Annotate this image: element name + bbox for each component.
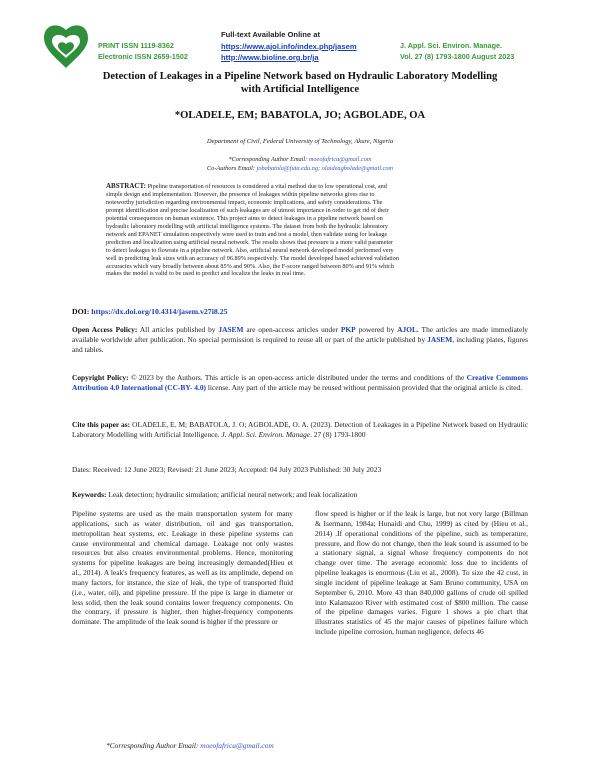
paper-title [40,71,560,96]
copyright-policy [72,373,528,393]
journal-name: J. Appl. Sci. Environ. Manage. [400,41,502,50]
abstract-line: simple design and implementation. However, the presence of leakages within pipeline networks gives rise to [106,190,375,198]
doi-link[interactable]: https://dx.doi.org/10.4314/jasem.v27i8.25 [91,307,228,316]
cite-label: Cite this paper as: [72,420,131,429]
corr-label: *Corresponding Author Email: [228,156,309,163]
open-access-text: All articles published by [137,325,219,334]
title-line-1: Detection of Leakages in a Pipeline Network based on Hydraulic Laboratory Modelling [102,71,498,82]
abstract-line: prompt identification and precise localization of such leakages are of utmost importance in order to get rid of their [106,206,389,214]
title-line-2: with Artificial Intelligence [240,83,360,95]
keywords-line [72,490,528,500]
fulltext-block [221,29,357,64]
abstract-line: noteworthy jurisdiction regarding environmental impact, economic implications, and safety considerations. The [106,198,383,206]
open-access-text: powered by [355,325,398,334]
open-access-policy [72,325,528,354]
abstract-label: ABSTRACT: [106,182,146,190]
body-column-left: Pipeline systems are used as the main transportation system for many applications, such as water distribution, oil and gas transportation, metropolitan heat systems, etc. Leakage in these pipeline systems can cause environmental and chemical damage. Leakage not only wastes resources but also creates environmental problems. Hence, monitoring systems for pipeline leakages are being increasingly demanded(Hieu et al., 2014). A leak's frequency features, as well as its amplitude, depend on many factors, for instance, the size of leak, the type of transported fluid (i.e., water, oil), and pipeline pressure. If the pipe is large in diameter or less solid, then the leak sound contains lower frequency components. On the contrary, if pressure is higher, then higher-frequency components dominate. The amplitude of the leak sound is higher if the pressure or [72,509,293,627]
abstract-line: potential consequences on human existence. This project aims to detect leakages in a pipeline network based on [106,214,383,222]
footer-label: *Corresponding Author Email: [106,741,201,750]
copyright-text: license. Any part of the article may be reused without permission provided that the original article is cited. [206,382,523,392]
print-issn: PRINT ISSN 1119-8362 [98,41,174,50]
abstract-line: prediction and localization using artificial neural network. The results shows that pressure is a more valid parameter [106,238,393,246]
pkp-link[interactable]: PKP [340,325,356,334]
coauth-emails[interactable]: jobabatola@futa.edu.ng; olaideagbolade@gmail.com [256,164,394,172]
doi-line [72,307,228,316]
fulltext-label: Full-text Available Online at [221,30,321,39]
journal-block [400,40,514,62]
citation [72,420,528,440]
dates-line: Dates: Received: 12 June 2023; Revised: 21 June 2023; Accepted: 04 July 2023 Published: 30 July 2023 [72,465,382,474]
keywords-label: Keywords: [72,490,107,499]
abstract-line: well in predicting leak sizes with an accuracy of 96.89% respectively. The model developed based achieved validation [106,254,399,262]
copyright-text: © 2023 by the Authors. This article is an open-access article distributed under the terms and conditions of the [128,373,467,382]
abstract-line: network and EPANET simulation respectively were used to train and test a model, then validate using for leakage [106,230,388,238]
bioline-link[interactable]: http://www.bioline.org.br/ja [221,53,319,62]
electronic-issn: Electronic ISSN 2659-1502 [98,52,188,61]
corresponding-emails [40,156,560,173]
abstract-line: hydraulic laboratory modelling with artificial intelligence systems. The dataset from both the hydraulic laboratory [106,222,389,230]
jasem-link[interactable]: JASEM [218,325,244,334]
journal-logo-icon [40,22,92,74]
doi-label: DOI: [72,307,92,316]
open-access-text: The articles are made immediately available worldwide after publication. No special permission is required to reuse all or part of the article published by [72,325,528,344]
issn-block [98,40,188,62]
jasem-link[interactable]: JASEM [427,334,453,344]
abstract-line: Pipeline transportation of resources is considered a vital method due to low operational cost, and [147,183,387,190]
open-access-label: Open Access Policy: [72,325,138,334]
abstract-line: to detect leakages to flowrate in a pipeline network. Also, artificial neural network developed model performed very [106,246,394,254]
cite-text: OLADELE, E. M; BABATOLA, J. O; AGBOLADE, O. A. (2023). Detection of Leakages in a Pipeline Network based on Hydraulic Laboratory Modelling with Artificial Intelligence. [72,420,528,439]
copyright-label: Copyright Policy: [72,373,129,382]
abstract [106,183,498,278]
corr-email[interactable]: moeofafrica@gmail.com [308,156,372,163]
journal-volume: Vol. 27 (8) 1793-1800 August 2023 [400,52,515,61]
keywords-text: Leak detection; hydraulic simulation; artificial neural network; and leak localization [106,490,358,499]
coauth-label: Co-Authors Email: [206,164,257,172]
cite-text: . 27 (8) 1793-1800 [310,429,366,439]
abstract-line: makes the model is valid to be used to predict and localize the leaks in real time. [106,270,306,278]
abstract-line: accuracies which vary broadly between about 85% and 90%. Also, the F-score ranged between 80% and 91% which [106,262,394,270]
open-access-text: , including plates, figures and tables. [72,334,528,354]
footer-email[interactable]: moeofafrica@gmail.com [200,741,274,750]
footer-corresponding [106,741,274,750]
body-column-right: flow speed is higher or if the leak is large, but not very large (Billman & Isermann, 1984a; Hunaidi and Chu, 1999) as cited by (Hieu et al., 2014) .If operational conditions of the pipeline, such as temperature, pressure, and flow do not change, then the leak sound is assumed to be a stationary signal, a signal whose frequency components do not change over time. The average economic loss due to incidents of pipeline leakages is enormous (Liu et al., 2008). To size the 42 cost, in single incident of pipeline leakage at Sam Bruno community, USA on September 6, 2010. More 43 than 840,000 gallons of crude oil spilled into Kalamazoo River with estimated cost of $800 million. The cause of the pipeline damages varies. Figure 1 shows a pie chart that illustrates statistics of 45 the major causes of pipelines failure which include pipeline corrosion, human negligence, defects 46 [315,509,528,637]
cc-license-link[interactable]: Creative Commons Attribution 4.0 International (CC-BY- 4.0) [72,373,528,392]
cite-journal: J. Appl. Sci. Environ. Manage [221,429,311,439]
paper-authors: *OLADELE, EM; BABATOLA, JO; AGBOLADE, OA [174,110,426,121]
open-access-text: are open-access articles under [243,325,341,334]
paper-affiliation: Department of Civil, Federal University of Technology, Akure, Nigeria [206,138,394,145]
ajol-link[interactable]: https://www.ajol.info/index.php/jasem [221,41,357,51]
ajol-brand-link[interactable]: AJOL. [397,325,419,334]
